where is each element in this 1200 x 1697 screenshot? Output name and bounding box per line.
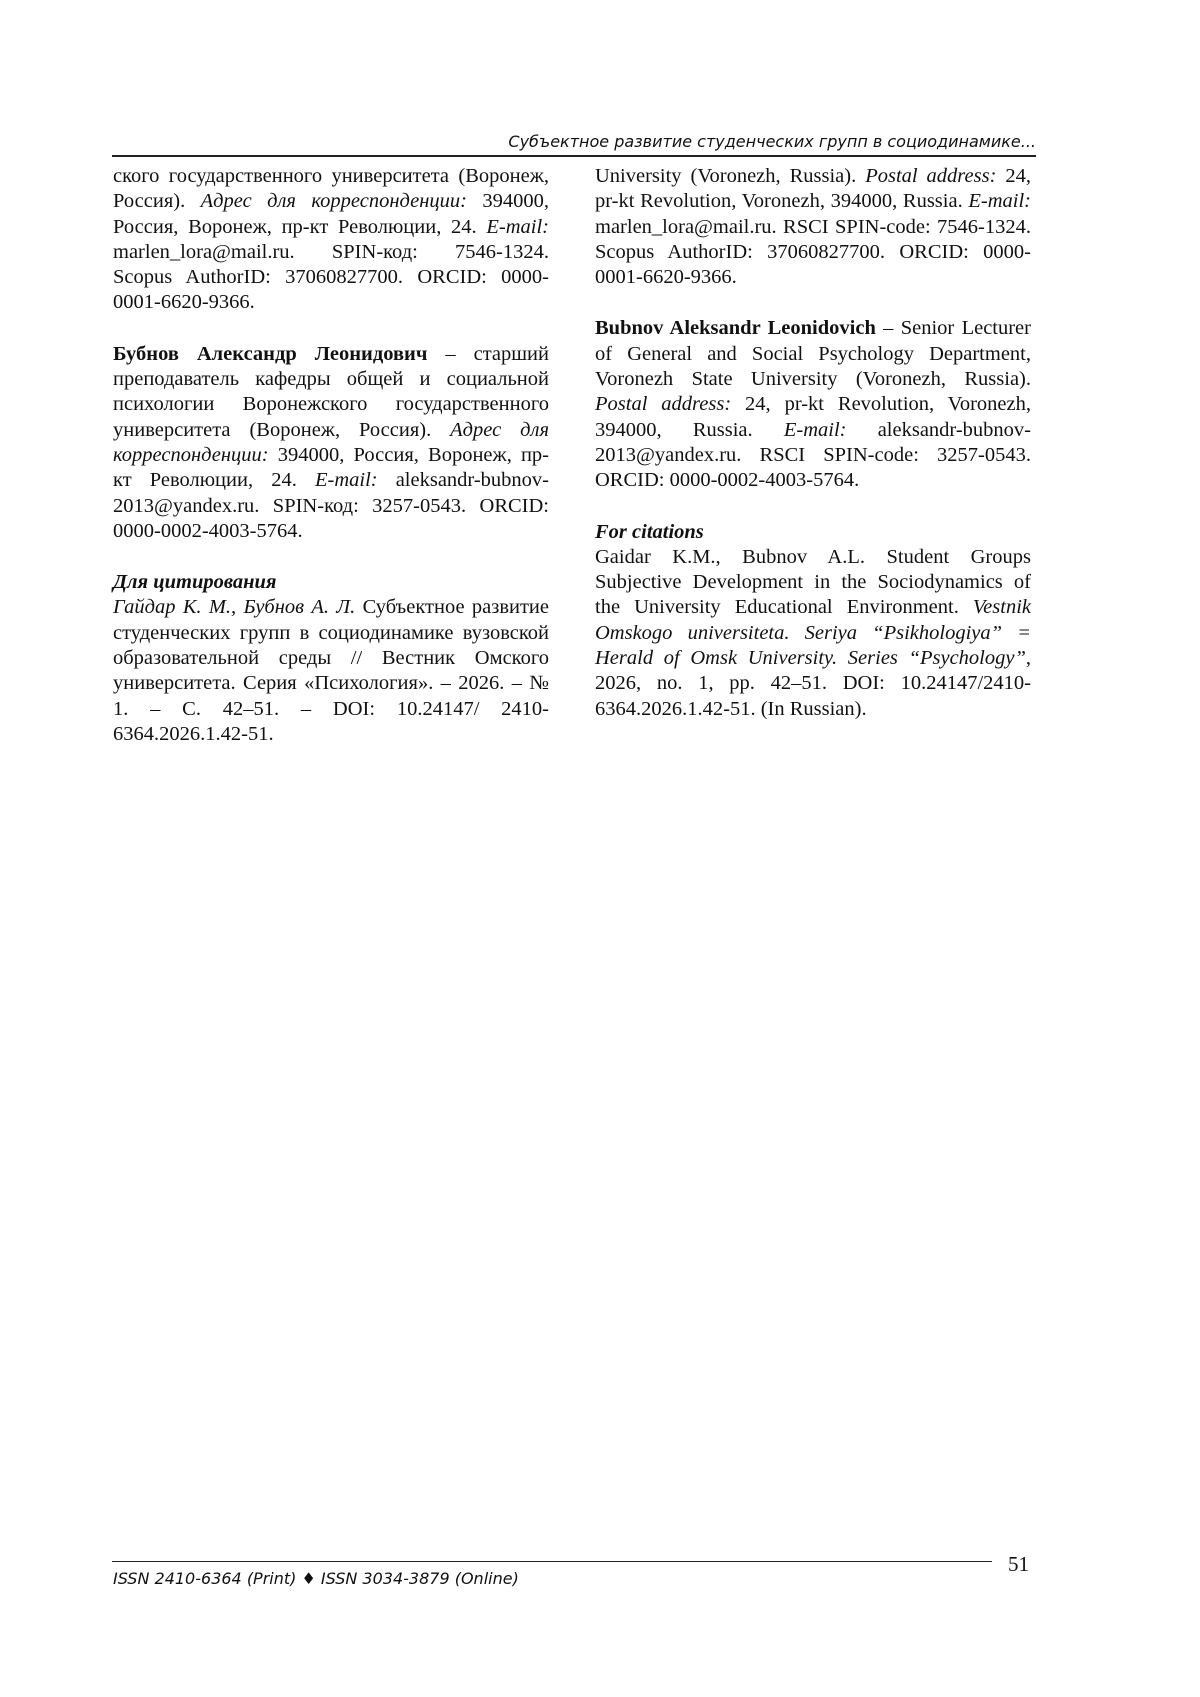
author-info-continued-ru: ского государственного университета (Воронеж, Россия). Адрес для корреспонденции: 394000, Россия, Воронеж, пр-кт Революции, 24. E-mail: marlen_lora@mail.ru. SPIN-код: 7546-1324. Scopus AuthorID: 37060827700. ORCID: 0000-0001-6620-9366.: [113, 165, 550, 314]
citation-heading-ru: Для цитирования: [113, 571, 277, 594]
running-title: Субъектное развитие студенческих групп в социодинамике...: [508, 132, 1036, 151]
email-text: aleksandr-bubnov-2013@yandex.ru. SPIN-код: 3257-0543. ORCID: 0000-0002-4003-5764.: [113, 469, 550, 542]
email-text: marlen_lora@mail.ru. SPIN-код: 7546-1324. Scopus AuthorID: 37060827700. ORCID: 0000-0001-6620-9366.: [113, 240, 549, 314]
email-text: marlen_lora@mail.ru. RSCI SPIN-code: 7546-1324. Scopus AuthorID: 37060827700. ORCID: 0000-0001-6620-9366.: [595, 215, 1031, 289]
author-name: Бубнов Александр Леонидович: [113, 342, 428, 365]
author-bio-bubnov-en: Bubnov Aleksandr Leonidovich – Senior Lecturer of General and Social Psychology Department, Voronezh State University (Voronezh, Russia). Postal address: 24, pr-kt Revolution, Voronezh, 394000, Russia. E-mail: aleksandr-bubnov-2013@yandex.ru. RSCI SPIN-code: 3257-0543. ORCID: 0000-0002-4003-5764.: [595, 317, 1031, 492]
author-bio-bubnov-ru: Бубнов Александр Леонидович – старший преподаватель кафедры общей и социальной психологии Воронежского государственного университета (Воронеж, Россия). Адрес для корреспонденции: 394000, Россия, Воронеж, пр-кт Революции, 24. E-mail: aleksandr-bubnov-2013@yandex.ru. SPIN-код: 3257-0543. ORCID: 0000-0002-4003-5764.: [113, 342, 550, 542]
email-text: aleksandr-bubnov-2013@yandex.ru. RSCI SPIN-code: 3257-0543. ORCID: 0000-0002-4003-5764.: [595, 418, 1031, 492]
citation-text-en: Gaidar K.M., Bubnov A.L. Student Groups Subjective Development in the Sociodynamics of the University Educational Environment. Vestnik Omskogo universiteta. Seriya “Psikhologiya” = Herald of Omsk University. Series “Psychology”, 2026, no. 1, pp. 42–51. DOI: 10.24147/2410-6364.2026.1.42-51. (In Russian).: [595, 545, 1031, 720]
header-rule: [112, 155, 1036, 157]
citation-heading-en: For citations: [595, 520, 704, 543]
footer-rule: [112, 1561, 992, 1562]
left-column: [113, 164, 549, 747]
right-column: [595, 164, 1031, 722]
author-name: Bubnov Aleksandr Leonidovich: [595, 317, 876, 340]
citation-text-ru: Гайдар К. М., Бубнов А. Л. Субъектное развитие студенческих групп в социодинамике вузовской образовательной среды // Вестник Омского университета. Серия «Психология». – 2026. – № 1. – С. 42–51. – DOI: 10.24147/ 2410-6364.2026.1.42-51.: [113, 596, 549, 745]
issn-line: ISSN 2410-6364 (Print) ♦ ISSN 3034-3879 (Online): [113, 1569, 519, 1588]
page-number: 51: [1008, 1552, 1029, 1576]
author-info-continued-en: University (Voronezh, Russia). Postal address: 24, pr-kt Revolution, Voronezh, 394000, Russia. E-mail: marlen_lora@mail.ru. RSCI SPIN-code: 7546-1324. Scopus AuthorID: 37060827700. ORCID: 0000-0001-6620-9366.: [595, 165, 1031, 289]
